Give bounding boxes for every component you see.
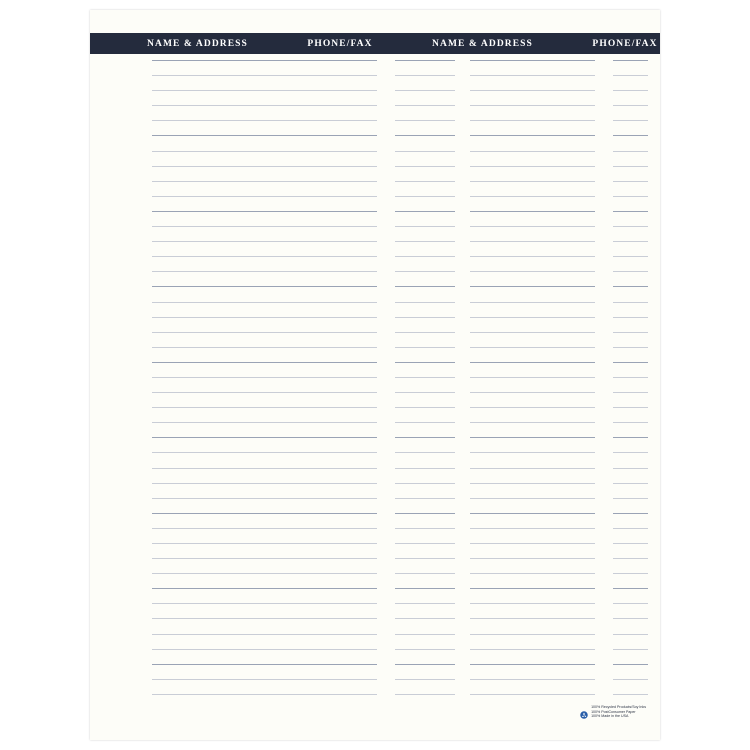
ruled-row [90, 105, 660, 120]
rule-line-col-phone-right [613, 286, 648, 287]
rule-line-col-phone-left [395, 286, 455, 287]
ruled-row [90, 302, 660, 317]
rule-line-col-name-right [470, 105, 595, 106]
rule-line-col-phone-left [395, 513, 455, 514]
rule-line-col-name-right [470, 407, 595, 408]
rule-line-col-name-right [470, 362, 595, 363]
recycled-paper-mark [580, 705, 646, 724]
rule-line-col-phone-left [395, 211, 455, 212]
rule-line-col-phone-left [395, 558, 455, 559]
rule-line-col-phone-right [613, 60, 648, 61]
rule-line-col-name-left [152, 377, 377, 378]
rule-line-col-name-right [470, 317, 595, 318]
rule-line-col-name-right [470, 181, 595, 182]
rule-line-col-name-right [470, 468, 595, 469]
recycle-icon [580, 706, 588, 724]
rule-line-col-name-right [470, 226, 595, 227]
rule-line-col-name-right [470, 377, 595, 378]
rule-line-col-phone-right [613, 437, 648, 438]
rule-line-col-name-left [152, 226, 377, 227]
ruled-row [90, 317, 660, 332]
rule-line-col-name-left [152, 528, 377, 529]
rule-line-col-name-right [470, 513, 595, 514]
ruled-row [90, 226, 660, 241]
rule-line-col-phone-right [613, 226, 648, 227]
rule-line-col-name-right [470, 120, 595, 121]
ruled-row [90, 679, 660, 694]
rule-line-col-phone-right [613, 166, 648, 167]
rule-line-col-name-left [152, 60, 377, 61]
ruled-row [90, 196, 660, 211]
rule-line-col-name-right [470, 498, 595, 499]
ruled-row [90, 166, 660, 181]
rule-line-col-phone-left [395, 317, 455, 318]
rule-line-col-name-left [152, 483, 377, 484]
rule-line-col-phone-left [395, 196, 455, 197]
rule-line-col-phone-right [613, 679, 648, 680]
rule-line-col-name-right [470, 422, 595, 423]
ruled-row [90, 634, 660, 649]
rule-line-col-phone-left [395, 392, 455, 393]
ruled-row [90, 332, 660, 347]
rule-line-col-phone-right [613, 513, 648, 514]
rule-line-col-phone-left [395, 135, 455, 136]
rule-line-col-phone-left [395, 543, 455, 544]
rule-line-col-phone-right [613, 151, 648, 152]
ruled-row [90, 573, 660, 588]
ruled-row [90, 241, 660, 256]
rule-line-col-phone-left [395, 603, 455, 604]
rule-line-col-phone-right [613, 543, 648, 544]
ruled-row [90, 135, 660, 150]
rule-line-col-name-right [470, 271, 595, 272]
rule-line-col-name-right [470, 634, 595, 635]
rule-line-col-phone-left [395, 347, 455, 348]
ruled-row [90, 468, 660, 483]
rule-line-col-phone-left [395, 483, 455, 484]
rule-line-col-name-left [152, 407, 377, 408]
ruled-row [90, 528, 660, 543]
rule-line-col-phone-right [613, 241, 648, 242]
rule-line-col-name-left [152, 151, 377, 152]
rule-line-col-name-left [152, 513, 377, 514]
rule-line-col-phone-right [613, 211, 648, 212]
rule-line-col-name-right [470, 543, 595, 544]
column-header-name-address-right: NAME & ADDRESS [432, 38, 533, 49]
rule-line-col-name-right [470, 347, 595, 348]
rule-line-col-phone-right [613, 573, 648, 574]
ruled-row [90, 90, 660, 105]
rule-line-col-name-left [152, 362, 377, 363]
ruled-row [90, 377, 660, 392]
rule-line-col-name-left [152, 166, 377, 167]
rule-line-col-phone-left [395, 241, 455, 242]
rule-line-col-name-left [152, 181, 377, 182]
ruled-row [90, 271, 660, 286]
rule-line-col-phone-left [395, 271, 455, 272]
rule-line-col-name-left [152, 498, 377, 499]
ruled-row [90, 347, 660, 362]
ruled-rows-area [90, 60, 660, 715]
ruled-row [90, 181, 660, 196]
rule-line-col-phone-left [395, 649, 455, 650]
rule-line-col-name-right [470, 452, 595, 453]
rule-line-col-phone-right [613, 422, 648, 423]
rule-line-col-phone-left [395, 618, 455, 619]
rule-line-col-name-left [152, 135, 377, 136]
rule-line-col-phone-right [613, 317, 648, 318]
rule-line-col-name-right [470, 664, 595, 665]
footer-text-block [591, 705, 646, 719]
rule-line-col-name-right [470, 603, 595, 604]
rule-line-col-name-right [470, 60, 595, 61]
rule-line-col-phone-right [613, 347, 648, 348]
rule-line-col-phone-right [613, 302, 648, 303]
rule-line-col-name-left [152, 468, 377, 469]
rule-line-col-name-right [470, 211, 595, 212]
rule-line-col-name-right [470, 528, 595, 529]
rule-line-col-name-left [152, 694, 377, 695]
rule-line-col-phone-right [613, 271, 648, 272]
rule-line-col-name-left [152, 105, 377, 106]
ruled-row [90, 60, 660, 75]
ruled-row [90, 498, 660, 513]
rule-line-col-phone-right [613, 452, 648, 453]
rule-line-col-name-left [152, 452, 377, 453]
rule-line-col-name-right [470, 392, 595, 393]
rule-line-col-phone-right [613, 498, 648, 499]
rule-line-col-phone-right [613, 362, 648, 363]
rule-line-col-phone-left [395, 166, 455, 167]
rule-line-col-name-left [152, 664, 377, 665]
rule-line-col-name-right [470, 618, 595, 619]
rule-line-col-phone-left [395, 498, 455, 499]
rule-line-col-phone-right [613, 558, 648, 559]
rule-line-col-name-right [470, 558, 595, 559]
rule-line-col-name-left [152, 90, 377, 91]
rule-line-col-name-left [152, 603, 377, 604]
rule-line-col-phone-right [613, 603, 648, 604]
rule-line-col-name-left [152, 75, 377, 76]
rule-line-col-phone-right [613, 664, 648, 665]
rule-line-col-phone-right [613, 75, 648, 76]
rule-line-col-name-left [152, 241, 377, 242]
ruled-row [90, 483, 660, 498]
ruled-row [90, 286, 660, 301]
ruled-row [90, 422, 660, 437]
rule-line-col-phone-left [395, 422, 455, 423]
ruled-row [90, 543, 660, 558]
rule-line-col-phone-left [395, 468, 455, 469]
rule-line-col-phone-left [395, 226, 455, 227]
rule-line-col-phone-left [395, 302, 455, 303]
rule-line-col-name-left [152, 347, 377, 348]
footer-line-3: 100% Made in the USA [591, 714, 629, 719]
rule-line-col-phone-right [613, 618, 648, 619]
rule-line-col-name-left [152, 211, 377, 212]
rule-line-col-phone-right [613, 468, 648, 469]
rule-line-col-phone-right [613, 332, 648, 333]
rule-line-col-name-left [152, 302, 377, 303]
ruled-row [90, 151, 660, 166]
rule-line-col-name-left [152, 317, 377, 318]
ruled-row [90, 603, 660, 618]
ruled-row [90, 211, 660, 226]
rule-line-col-phone-left [395, 528, 455, 529]
ruled-row [90, 694, 660, 709]
rule-line-col-name-left [152, 649, 377, 650]
rule-line-col-phone-left [395, 151, 455, 152]
paper-page [90, 10, 660, 740]
rule-line-col-name-left [152, 422, 377, 423]
ruled-row [90, 437, 660, 452]
rule-line-col-phone-left [395, 362, 455, 363]
rule-line-col-phone-right [613, 196, 648, 197]
rule-line-col-name-right [470, 694, 595, 695]
ruled-row [90, 120, 660, 135]
rule-line-col-name-right [470, 135, 595, 136]
rule-line-col-name-left [152, 588, 377, 589]
rule-line-col-name-left [152, 558, 377, 559]
rule-line-col-name-right [470, 483, 595, 484]
rule-line-col-name-left [152, 286, 377, 287]
ruled-row [90, 618, 660, 633]
rule-line-col-phone-left [395, 573, 455, 574]
rule-line-col-phone-left [395, 679, 455, 680]
rule-line-col-name-right [470, 437, 595, 438]
column-header-name-address-left: NAME & ADDRESS [147, 38, 248, 49]
rule-line-col-name-left [152, 120, 377, 121]
rule-line-col-name-right [470, 332, 595, 333]
rule-line-col-name-right [470, 196, 595, 197]
footer-line-2: 100% PostConsumer Paper [591, 709, 636, 714]
rule-line-col-phone-left [395, 120, 455, 121]
rule-line-col-name-left [152, 332, 377, 333]
rule-line-col-phone-left [395, 694, 455, 695]
rule-line-col-name-right [470, 256, 595, 257]
rule-line-col-name-right [470, 151, 595, 152]
rule-line-col-phone-left [395, 60, 455, 61]
rule-line-col-name-left [152, 256, 377, 257]
rule-line-col-phone-left [395, 452, 455, 453]
rule-line-col-phone-right [613, 377, 648, 378]
ruled-row [90, 664, 660, 679]
column-header-phone-fax-left: PHONE/FAX [307, 38, 373, 49]
rule-line-col-phone-right [613, 256, 648, 257]
rule-line-col-phone-left [395, 407, 455, 408]
ruled-row [90, 407, 660, 422]
rule-line-col-phone-right [613, 694, 648, 695]
rule-line-col-phone-left [395, 256, 455, 257]
rule-line-col-name-left [152, 543, 377, 544]
rule-line-col-name-left [152, 634, 377, 635]
ruled-row [90, 649, 660, 664]
rule-line-col-name-right [470, 588, 595, 589]
rule-line-col-phone-left [395, 634, 455, 635]
rule-line-col-phone-left [395, 588, 455, 589]
rule-line-col-name-left [152, 392, 377, 393]
rule-line-col-name-left [152, 271, 377, 272]
table-header-band [90, 33, 660, 54]
rule-line-col-name-left [152, 437, 377, 438]
ruled-row [90, 513, 660, 528]
rule-line-col-name-left [152, 679, 377, 680]
rule-line-col-phone-right [613, 90, 648, 91]
column-header-phone-fax-right: PHONE/FAX [592, 38, 658, 49]
rule-line-col-phone-right [613, 483, 648, 484]
ruled-row [90, 588, 660, 603]
ruled-row [90, 75, 660, 90]
rule-line-col-name-left [152, 196, 377, 197]
rule-line-col-name-right [470, 241, 595, 242]
ruled-row [90, 452, 660, 467]
rule-line-col-phone-right [613, 588, 648, 589]
ruled-row [90, 256, 660, 271]
ruled-row [90, 558, 660, 573]
rule-line-col-name-left [152, 573, 377, 574]
footer-line-1: 100% Recycled Products/Soy Inks [591, 705, 646, 709]
rule-line-col-phone-left [395, 105, 455, 106]
rule-line-col-name-left [152, 618, 377, 619]
rule-line-col-phone-left [395, 75, 455, 76]
rule-line-col-name-right [470, 90, 595, 91]
rule-line-col-phone-right [613, 392, 648, 393]
rule-line-col-phone-right [613, 120, 648, 121]
rule-line-col-phone-left [395, 181, 455, 182]
ruled-row [90, 392, 660, 407]
rule-line-col-phone-right [613, 649, 648, 650]
rule-line-col-phone-right [613, 634, 648, 635]
rule-line-col-phone-left [395, 664, 455, 665]
rule-line-col-name-right [470, 286, 595, 287]
rule-line-col-phone-left [395, 332, 455, 333]
rule-line-col-phone-right [613, 105, 648, 106]
rule-line-col-phone-left [395, 377, 455, 378]
rule-line-col-phone-right [613, 181, 648, 182]
rule-line-col-name-right [470, 679, 595, 680]
rule-line-col-name-right [470, 166, 595, 167]
ruled-row [90, 362, 660, 377]
rule-line-col-phone-left [395, 90, 455, 91]
rule-line-col-phone-left [395, 437, 455, 438]
rule-line-col-name-right [470, 75, 595, 76]
rule-line-col-name-right [470, 649, 595, 650]
rule-line-col-phone-right [613, 135, 648, 136]
rule-line-col-name-right [470, 573, 595, 574]
rule-line-col-name-right [470, 302, 595, 303]
rule-line-col-phone-right [613, 407, 648, 408]
rule-line-col-phone-right [613, 528, 648, 529]
